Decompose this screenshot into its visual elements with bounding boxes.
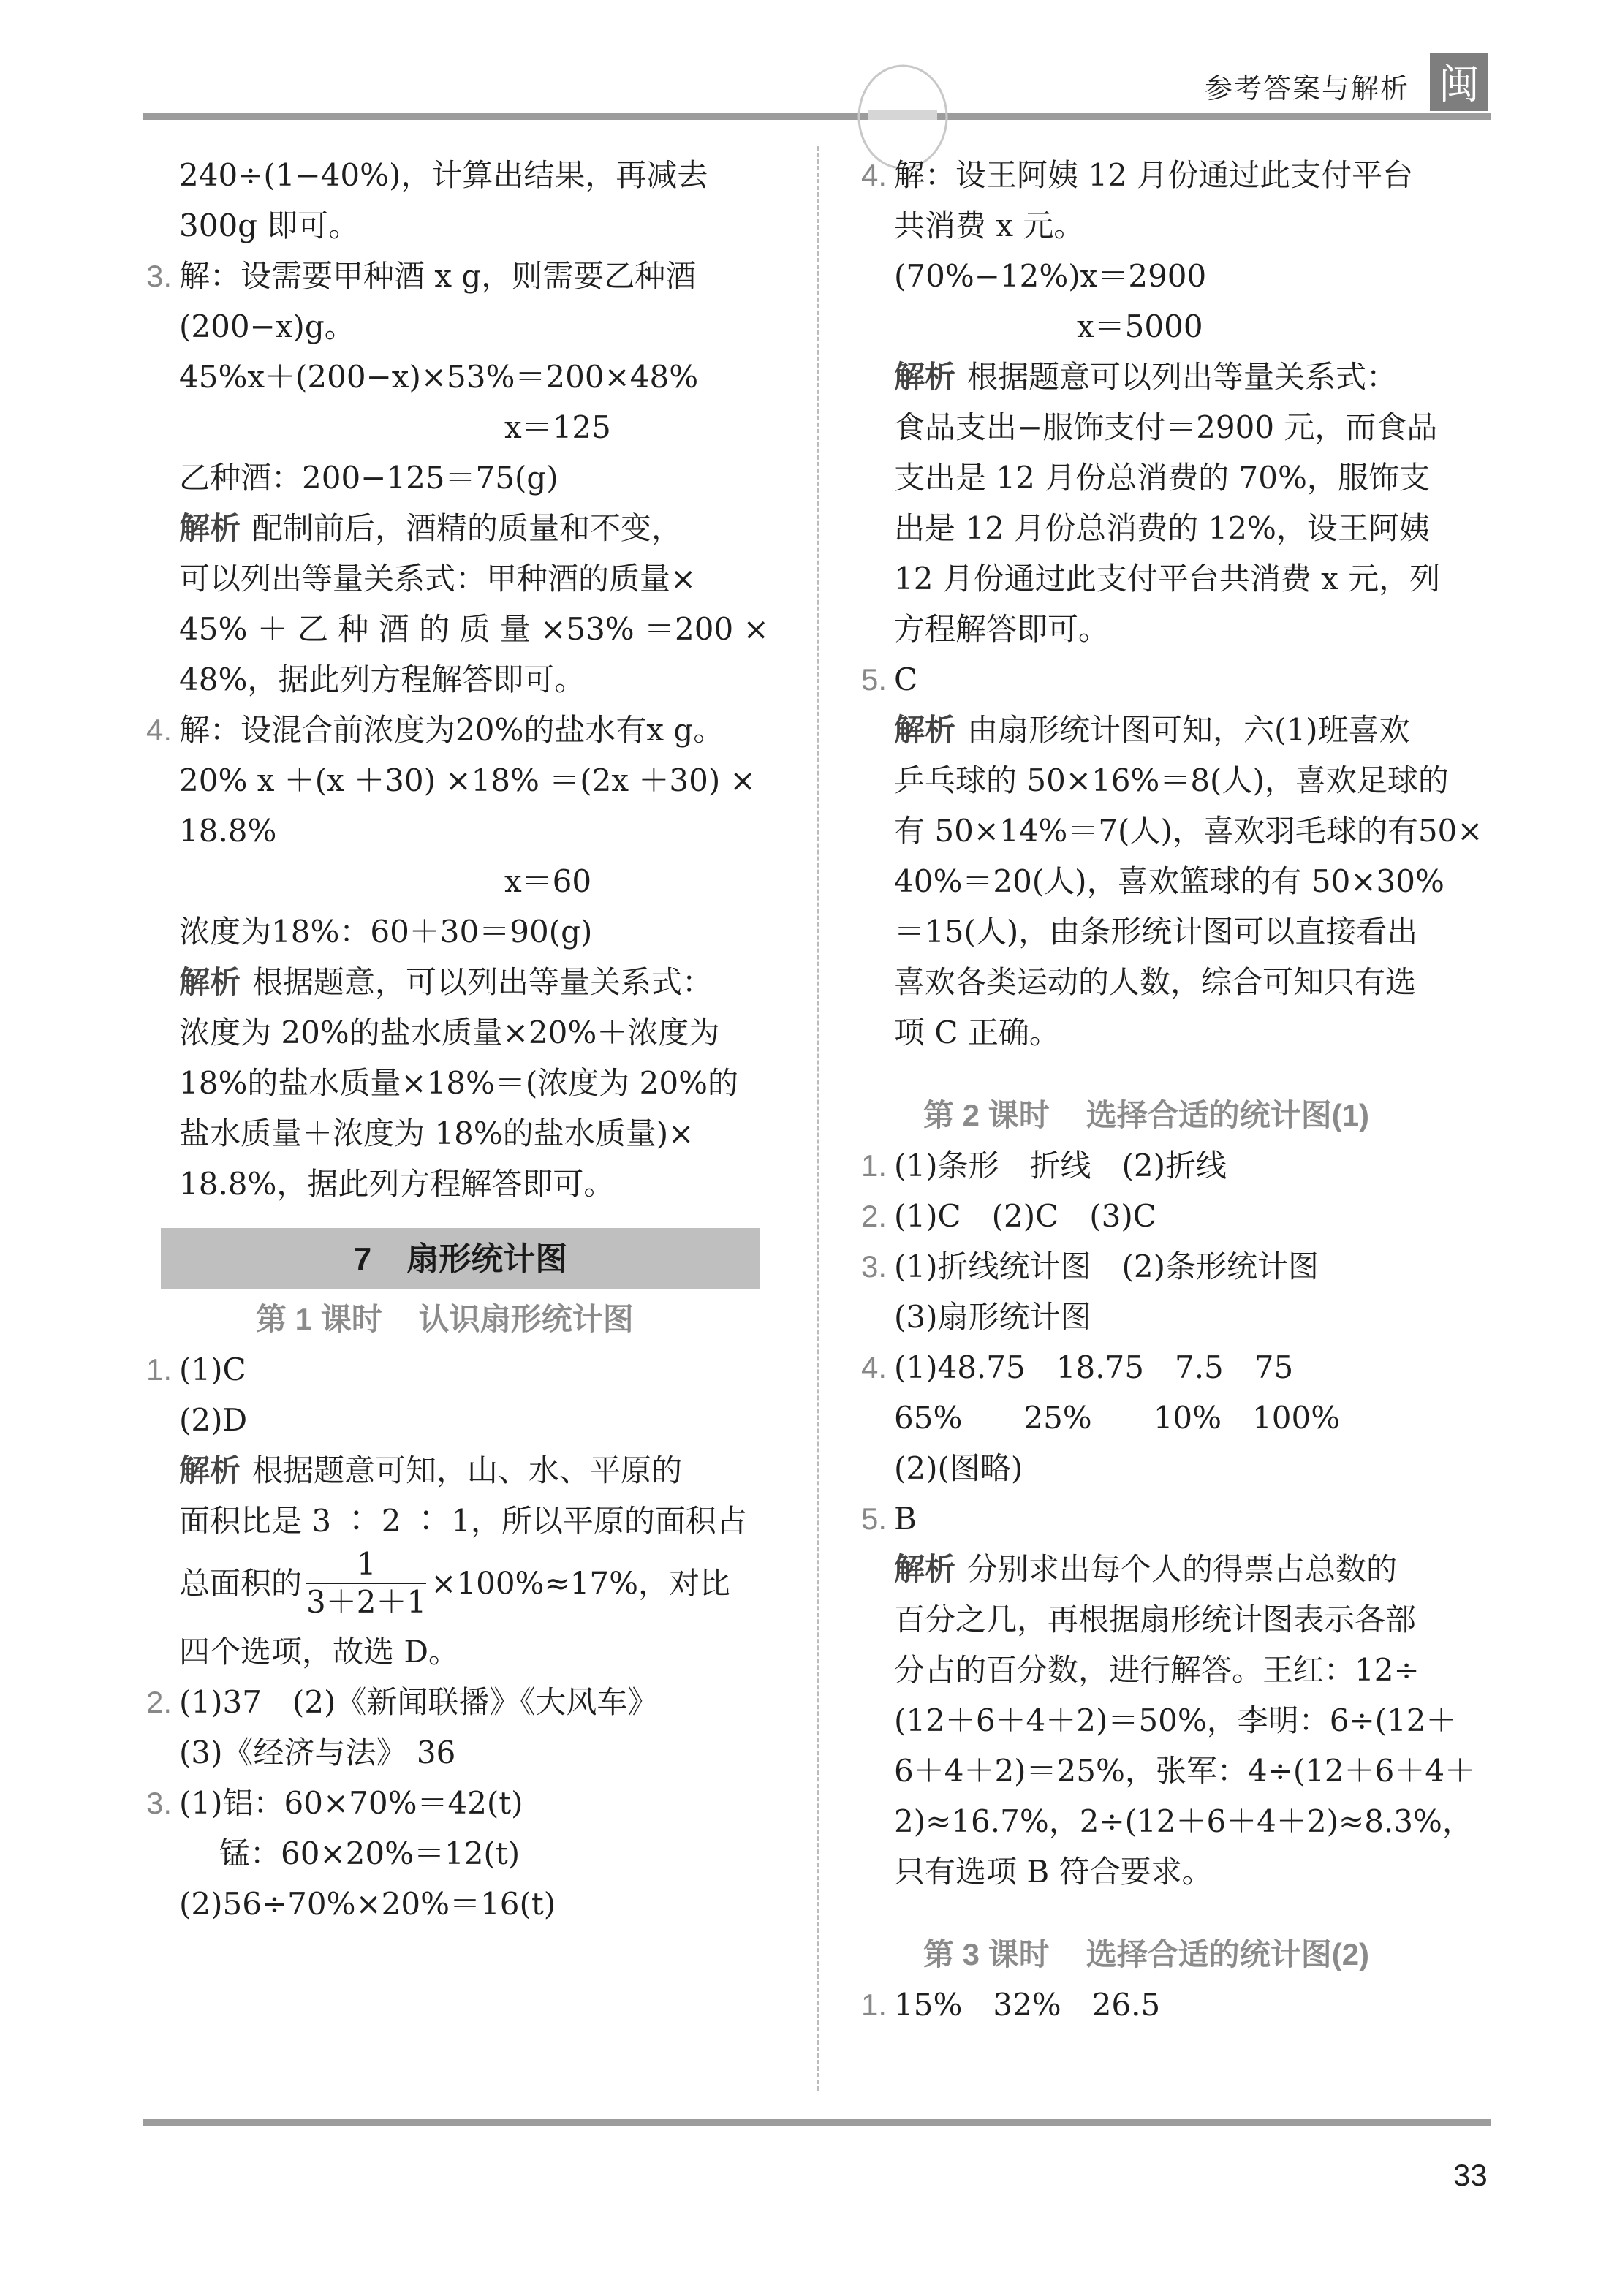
text-line: (1)铝：60×70%＝42(t) [179, 1785, 523, 1821]
section-heading [161, 1228, 760, 1289]
question-1 [861, 1979, 1490, 2030]
section-title: 扇形统计图 [406, 1240, 568, 1277]
analysis-line [146, 503, 771, 553]
equation: x＝60 [504, 863, 592, 899]
question-4 [861, 1342, 1490, 1393]
text-line: 分别求出每个人的得票占总数的 [967, 1551, 1398, 1587]
question-number: 4. [861, 1350, 887, 1384]
question-number: 1. [146, 1352, 173, 1387]
question-5 [861, 654, 1490, 705]
lesson-title: 选择合适的统计图(1) [1086, 1098, 1370, 1132]
lesson-number: 第 3 课时 [923, 1937, 1050, 1971]
text-line: 15% 32% 26.5 [894, 1987, 1161, 2023]
analysis-label: 解析 [179, 511, 241, 545]
analysis-label: 解析 [179, 965, 241, 999]
fraction-numerator: 1 [306, 1546, 426, 1584]
left-column [146, 150, 771, 1929]
text-line: 45% ＋ 乙 种 酒 的 质 量 ×53% ＝200 × [179, 611, 769, 647]
question-number: 1. [861, 1148, 887, 1183]
question-4 [146, 705, 771, 755]
fraction-denominator: 3＋2＋1 [306, 1584, 427, 1620]
lesson-title: 选择合适的统计图(2) [1086, 1937, 1370, 1971]
question-number: 2. [146, 1685, 173, 1719]
question-1 [861, 1140, 1490, 1191]
analysis-label: 解析 [894, 360, 956, 394]
question-number: 4. [146, 713, 173, 747]
text-line: 根据题意可知，山、水、平原的 [252, 1452, 683, 1488]
text-line: (1)折线统计图 (2)条形统计图 [894, 1249, 1319, 1284]
text-line: (1)37 (2)《新闻联播》《大风车》 [179, 1684, 659, 1720]
question-number: 1. [861, 1988, 887, 2022]
text-line: 40%＝20(人)，喜欢篮球的有 50×30% [894, 863, 1444, 899]
text-line: 锰：60×20%＝12(t) [219, 1835, 520, 1871]
question-number: 4. [861, 158, 887, 192]
analysis-label: 解析 [894, 1552, 956, 1586]
text-line: 12 月份通过此支付平台共消费 x 元，列 [894, 561, 1441, 596]
text-line: 乒乓球的 50×16%＝8(人)，喜欢足球的 [894, 762, 1449, 798]
analysis-line [146, 957, 771, 1007]
text-line: 百分之几，再根据扇形统计图表示各部 [894, 1602, 1417, 1637]
text-line: B [894, 1501, 917, 1537]
question-number: 5. [861, 1501, 887, 1536]
equation: 20% x ＋(x ＋30) ×18% ＝(2x ＋30) × [179, 762, 756, 798]
question-number: 3. [146, 1786, 173, 1820]
text-line: 由扇形统计图可知，六(1)班喜欢 [967, 712, 1410, 748]
question-3 [146, 1778, 771, 1828]
text-line: (200−x)g。 [179, 308, 355, 344]
text-line: (3)扇形统计图 [894, 1299, 1091, 1335]
fraction [306, 1546, 426, 1621]
footer-rule [143, 2119, 1491, 2126]
text-line: 300g 即可。 [179, 208, 360, 243]
analysis-label: 解析 [179, 1453, 241, 1488]
text-line: 四个选项，故选 D。 [179, 1634, 460, 1670]
question-3 [861, 1241, 1490, 1292]
text-line: 240÷(1−40%)，计算出结果，再减去 [179, 157, 708, 193]
text-line: 根据题意，可以列出等量关系式： [252, 964, 713, 1000]
equation: x＝125 [504, 409, 611, 445]
text-line: 共消费 x 元。 [894, 208, 1085, 243]
text-line: 解：设王阿姨 12 月份通过此支付平台 [894, 157, 1414, 193]
text-line: (12＋6＋4＋2)＝50%，李明：6÷(12＋ [894, 1702, 1457, 1738]
text-line: 48%，据此列方程解答即可。 [179, 662, 586, 697]
equation: 18.8% [179, 813, 277, 849]
lesson-heading [146, 1294, 771, 1344]
text-line: (2)(图略) [894, 1450, 1023, 1486]
text-line: (1)条形 折线 (2)折线 [894, 1148, 1227, 1183]
text-line: (1)C [179, 1352, 246, 1387]
question-number: 3. [861, 1249, 887, 1284]
text-line: 浓度为18%：60＋30＝90(g) [179, 914, 593, 950]
text-part: 总面积的 [179, 1565, 303, 1602]
question-number: 5. [861, 662, 887, 697]
text-line: 65% 25% 10% 100% [894, 1400, 1341, 1436]
lesson-number: 第 2 课时 [923, 1098, 1050, 1132]
lesson-title: 认识扇形统计图 [418, 1302, 634, 1336]
text-line: 面积比是 3 ∶ 2 ∶ 1，所以平原的面积占 [179, 1503, 747, 1539]
lesson-heading [861, 1090, 1490, 1140]
question-number: 3. [146, 259, 173, 293]
text-line: (2)D [179, 1402, 248, 1438]
header-rule [143, 113, 1491, 120]
section-number: 7 [353, 1240, 372, 1277]
question-3 [146, 251, 771, 301]
text-line: 盐水质量＋浓度为 18%的盐水质量)× [179, 1115, 694, 1151]
equation: (70%−12%)x＝2900 [894, 258, 1207, 294]
text-line: (3)《经济与法》 36 [179, 1735, 456, 1770]
text-line: 6＋4＋2)＝25%，张军：4÷(12＋6＋4＋ [894, 1753, 1476, 1789]
column-divider [817, 146, 819, 2091]
text-line: 浓度为 20%的盐水质量×20%＋浓度为 [179, 1015, 720, 1050]
text-line: (2)56÷70%×20%＝16(t) [179, 1886, 556, 1922]
question-2 [146, 1677, 771, 1727]
question-2 [861, 1191, 1490, 1241]
lesson-number: 第 1 课时 [256, 1302, 382, 1336]
text-line: ＝15(人)，由条形统计图可以直接看出 [894, 914, 1418, 950]
text-line: 分占的百分数，进行解答。王红：12÷ [894, 1652, 1420, 1688]
text-line: 2)≈16.7%，2÷(12＋6＋4＋2)≈8.3%， [894, 1803, 1473, 1839]
text-line: 18.8%，据此列方程解答即可。 [179, 1166, 615, 1202]
text-line: 解：设需要甲种酒 x g，则需要乙种酒 [179, 258, 697, 294]
fraction-line [146, 1546, 771, 1626]
text-line: 18%的盐水质量×18%＝(浓度为 20%的 [179, 1065, 738, 1101]
text-line: 食品支出−服饰支付＝2900 元，而食品 [894, 409, 1438, 445]
text-line: 喜欢各类运动的人数，综合可知只有选 [894, 964, 1417, 1000]
analysis-line [861, 1544, 1490, 1594]
text-line: 项 C 正确。 [894, 1015, 1060, 1050]
question-4 [861, 150, 1490, 200]
text-line: 只有选项 B 符合要求。 [894, 1854, 1213, 1890]
text-line: 出是 12 月份总消费的 12%，设王阿姨 [894, 510, 1430, 546]
text-line: 配制前后，酒精的质量和不变， [252, 510, 683, 546]
equation: x＝5000 [1077, 308, 1203, 344]
text-line: (1)C (2)C (3)C [894, 1198, 1156, 1234]
text-line: 根据题意可以列出等量关系式： [967, 359, 1398, 395]
text-line: 有 50×14%＝7(人)，喜欢羽毛球的有50× [894, 813, 1483, 849]
question-1 [146, 1344, 771, 1395]
header-mark: 闽 [1430, 53, 1488, 111]
analysis-line [861, 352, 1490, 402]
text-part: ×100%≈17%，对比 [431, 1565, 730, 1602]
text-line: 可以列出等量关系式：甲种酒的质量× [179, 561, 697, 596]
analysis-label: 解析 [894, 713, 956, 747]
page-number: 33 [1453, 2158, 1488, 2192]
text-line: 解：设混合前浓度为20%的盐水有x g。 [179, 712, 724, 748]
question-5 [861, 1493, 1490, 1544]
right-column [861, 150, 1490, 2030]
text-line: C [894, 662, 918, 697]
text-line: 支出是 12 月份总消费的 70%，服饰支 [894, 460, 1430, 496]
text-line: (1)48.75 18.75 7.5 75 [894, 1349, 1294, 1385]
equation: 45%x＋(200−x)×53%＝200×48% [179, 359, 699, 395]
analysis-line [861, 705, 1490, 755]
text-line: 方程解答即可。 [894, 611, 1110, 647]
header-title: 参考答案与解析 [1205, 72, 1410, 105]
text-line: 乙种酒：200−125＝75(g) [179, 460, 558, 496]
analysis-line [146, 1445, 771, 1496]
question-number: 2. [861, 1199, 887, 1233]
lesson-heading [861, 1929, 1490, 1979]
